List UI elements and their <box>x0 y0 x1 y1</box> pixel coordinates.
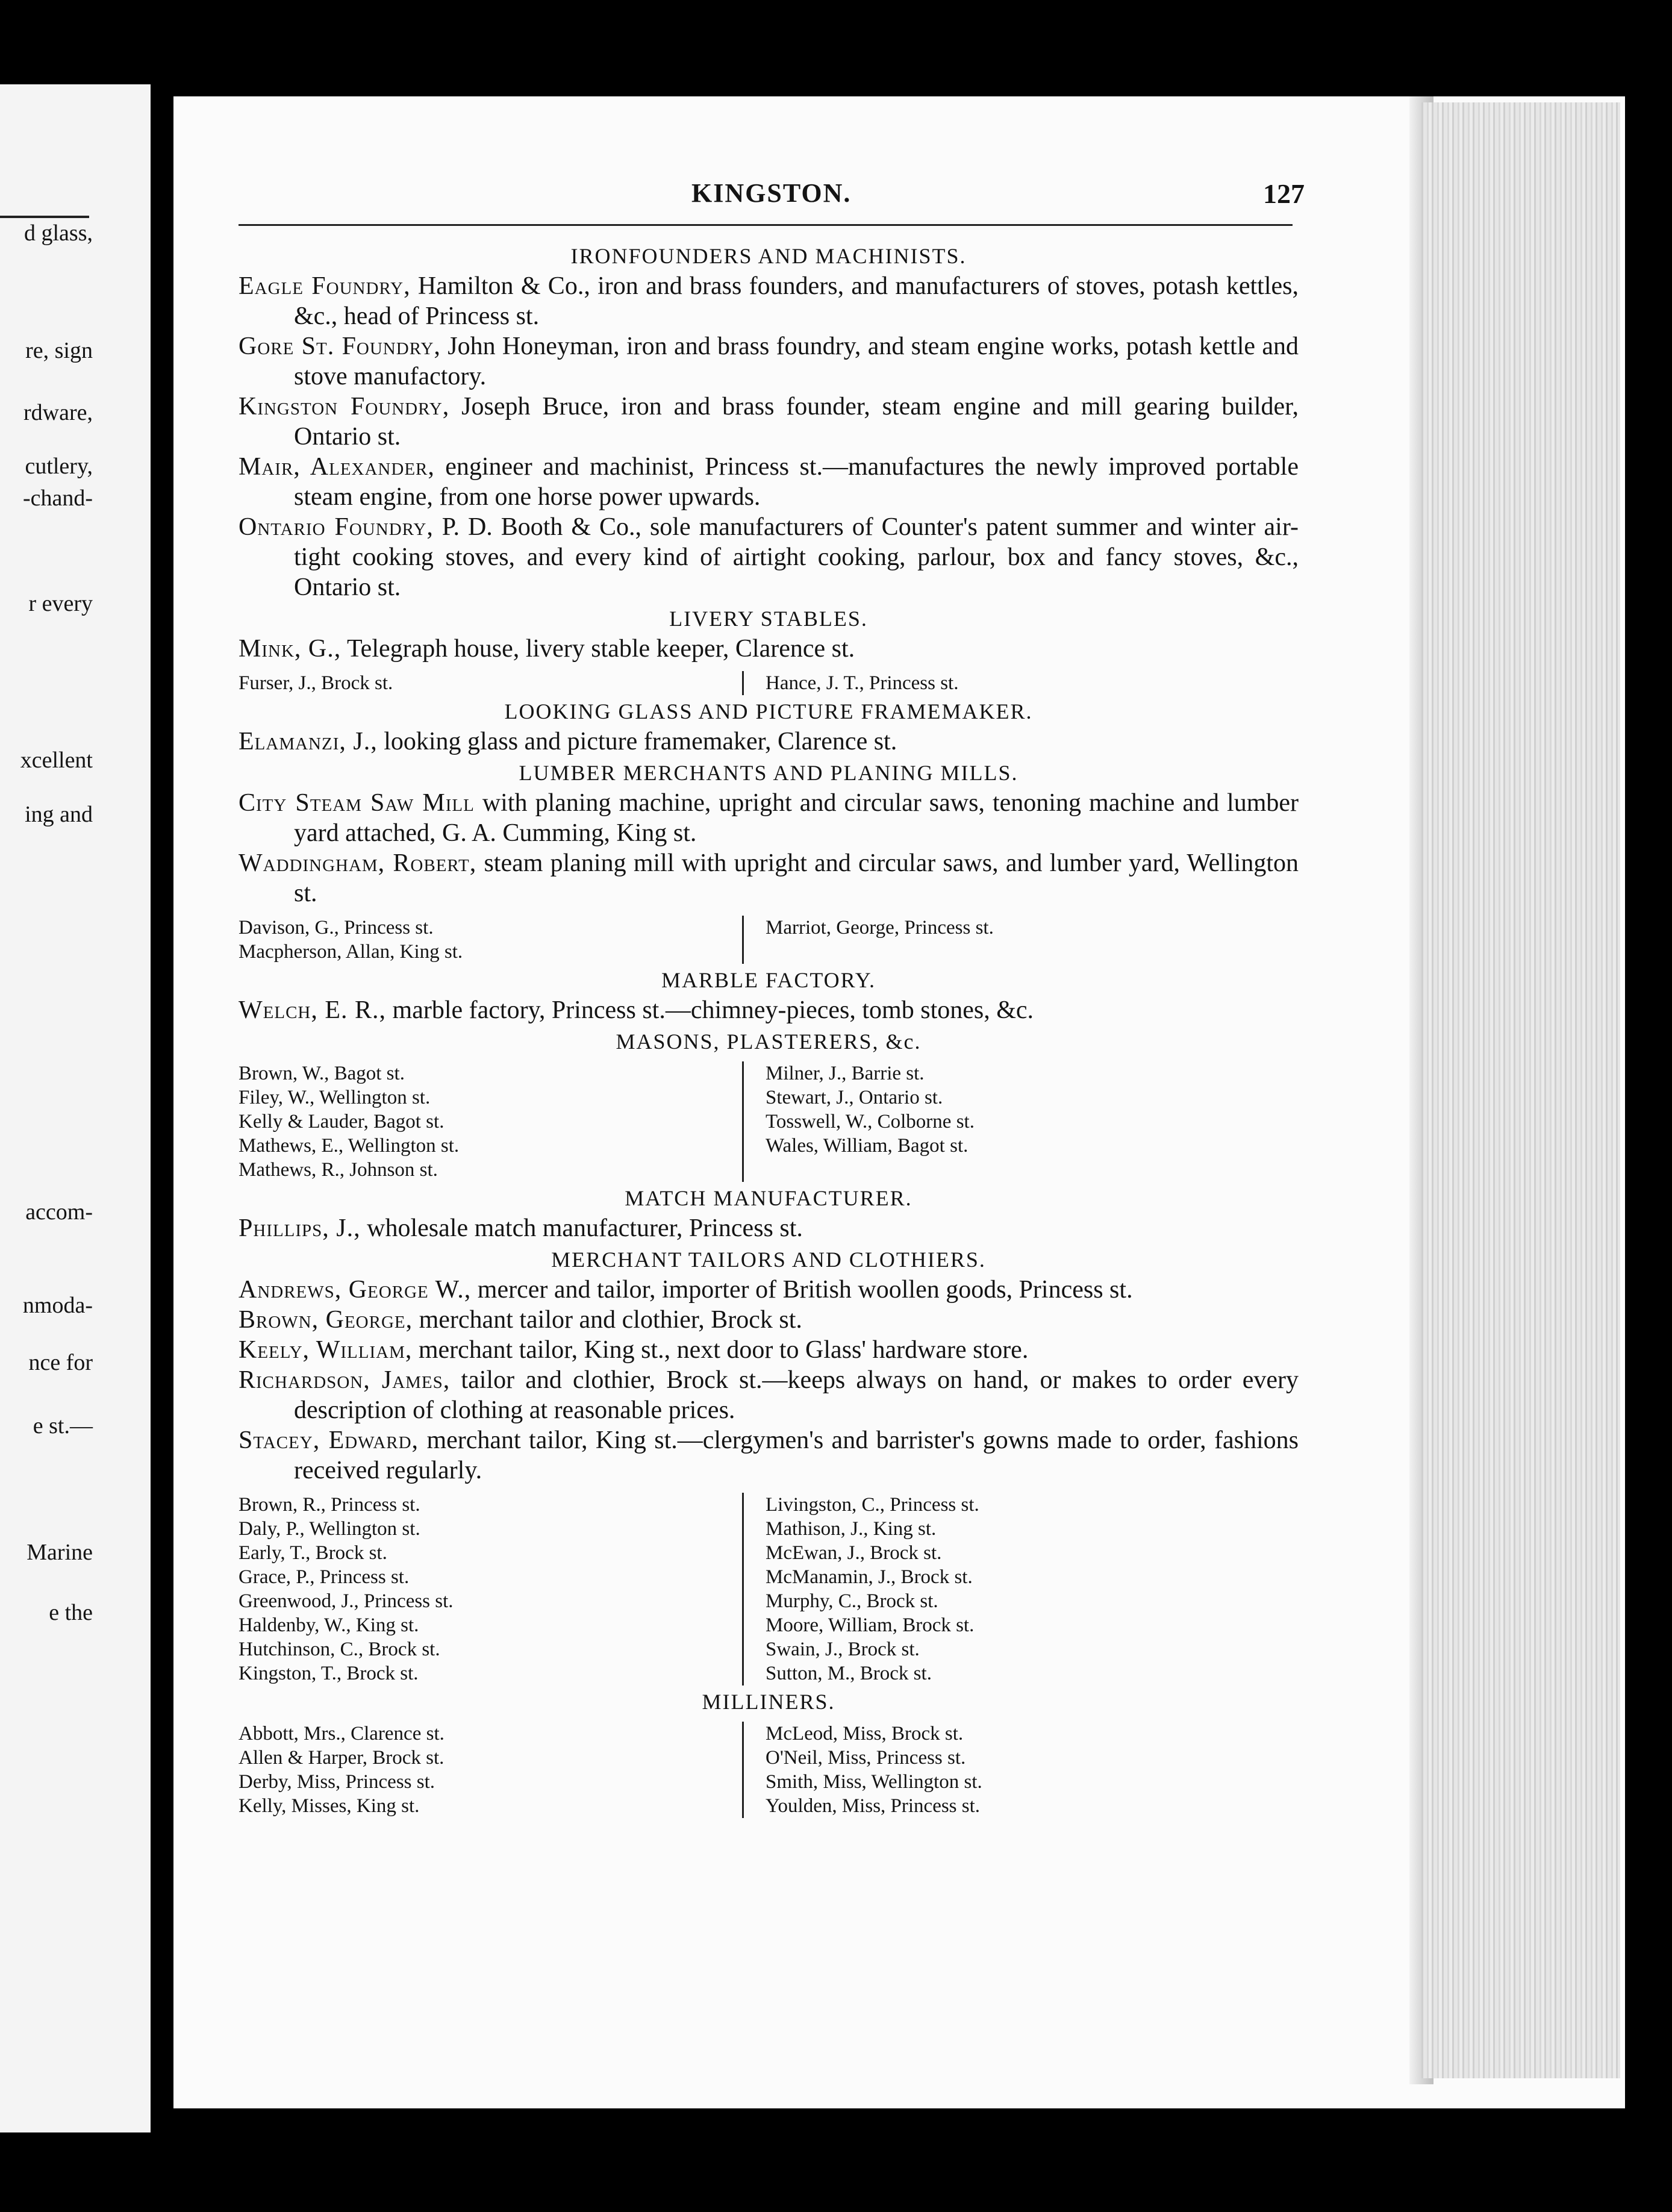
directory-section <box>239 1689 1299 1818</box>
entry-name: Richardson, James, <box>239 1366 451 1394</box>
entry-name: Brown, George, <box>239 1306 413 1334</box>
listing-item: O'Neil, Miss, Princess st. <box>766 1747 966 1769</box>
listing-item: Livingston, C., Princess st. <box>766 1494 979 1516</box>
directory-entry <box>239 271 1299 331</box>
facing-page-fragment: -chand- <box>22 486 93 511</box>
entry-name: Mink, G., <box>239 635 342 663</box>
entry-text: John Honeyman, iron and brass foundry, and steam engine works, potash kettle and stove manufactory. <box>294 333 1299 390</box>
entry-text: tailor and clothier, Brock st.—keeps always on hand, or makes to order every description of clothing at reasonable prices. <box>294 1366 1299 1424</box>
listing-item: Marriot, George, Princess st. <box>766 917 994 939</box>
entry-text: merchant tailor and clothier, Brock st. <box>413 1306 802 1334</box>
entry-text: Telegraph house, livery stable keeper, Clarence st. <box>341 635 855 663</box>
entry-text: merchant tailor, King st.—clergymen's and barrister's gowns made to order, fashions received regularly. <box>294 1426 1299 1484</box>
entry-name: City Steam Saw Mill <box>239 789 475 817</box>
listing-item: Derby, Miss, Princess st. <box>239 1771 435 1793</box>
listing-item: Davison, G., Princess st. <box>239 917 434 939</box>
listing-item: Kelly, Misses, King st. <box>239 1795 420 1817</box>
directory-section <box>239 243 1299 602</box>
directory-entry <box>239 331 1299 392</box>
listing-item: Daly, P., Wellington st. <box>239 1518 420 1540</box>
entry-name: Kingston Foundry, <box>239 393 450 420</box>
listing-item: Filey, W., Wellington st. <box>239 1087 431 1108</box>
listing-item: Kelly & Lauder, Bagot st. <box>239 1111 445 1133</box>
directory-section <box>239 760 1299 964</box>
listing-item: Macpherson, Allan, King st. <box>239 941 463 963</box>
entry-text: Hamilton & Co., iron and brass founders, and manufacturers of stoves, potash kettles, &c., head of Princess st. <box>294 272 1299 330</box>
entry-name: Keely, William, <box>239 1336 413 1364</box>
listing-item: Furser, J., Brock st. <box>239 672 393 694</box>
entry-name: Mair, Alexander, <box>239 453 435 481</box>
entry-text: looking glass and picture framemaker, Clarence st. <box>377 728 897 755</box>
facing-page-fragment: rdware, <box>23 400 93 425</box>
entry-name: Elamanzi, J., <box>239 728 378 755</box>
facing-page-fragment: re, sign <box>25 338 93 363</box>
listing-item: Hance, J. T., Princess st. <box>766 672 959 694</box>
facing-page-fragment: r every <box>28 591 93 616</box>
listing-item: Kingston, T., Brock st. <box>239 1663 419 1684</box>
section-heading: LUMBER MERCHANTS AND PLANING MILLS. <box>519 761 1018 785</box>
entry-name: Welch, E. R., <box>239 996 387 1024</box>
listing-item: Brown, W., Bagot st. <box>239 1063 405 1084</box>
listing-item: Sutton, M., Brock st. <box>766 1663 932 1684</box>
directory-entry <box>239 512 1299 602</box>
entry-text: engineer and machinist, Princess st.—manufactures the newly improved portable steam engine, from one horse power upwards. <box>294 453 1299 511</box>
facing-page-fragment: ing and <box>25 802 93 827</box>
listing-column-right <box>742 1493 1277 1686</box>
listing-column-left <box>239 671 750 695</box>
listing-item: Grace, P., Princess st. <box>239 1566 410 1588</box>
entry-name: Ontario Foundry, <box>239 513 434 541</box>
facing-page-fragment: d glass, <box>24 220 93 246</box>
section-heading: LOOKING GLASS AND PICTURE FRAMEMAKER. <box>504 699 1033 723</box>
entry-text: mercer and tailor, importer of British woollen goods, Princess st. <box>471 1276 1133 1304</box>
listing-columns <box>239 916 1299 964</box>
entry-name: Andrews, George W., <box>239 1276 472 1304</box>
listing-item: Youlden, Miss, Princess st. <box>766 1795 981 1817</box>
listing-columns <box>239 1061 1299 1182</box>
listing-column-left <box>239 1722 750 1818</box>
facing-page-fragment: accom- <box>25 1199 93 1225</box>
directory-section <box>239 1029 1299 1182</box>
listing-column-left <box>239 916 750 964</box>
facing-page-fragment: Marine <box>27 1540 93 1565</box>
entry-name: Waddingham, Robert, <box>239 849 477 877</box>
listing-column-right <box>742 671 1277 695</box>
entry-text: with planing machine, upright and circular saws, tenoning machine and lumber yard attached, G. A. Cumming, King st. <box>294 789 1299 847</box>
listing-item: McLeod, Miss, Brock st. <box>766 1723 964 1745</box>
listing-column-left <box>239 1493 750 1686</box>
directory-section <box>239 1186 1299 1243</box>
facing-page-fragment: e st.— <box>33 1413 93 1439</box>
facing-page-fragment: cutlery, <box>25 454 93 479</box>
header-rule <box>239 224 1293 226</box>
entry-name: Gore St. Foundry, <box>239 333 441 360</box>
entry-name: Phillips, J., <box>239 1214 361 1242</box>
directory-section <box>239 699 1299 757</box>
entry-text: merchant tailor, King st., next door to Glass' hardware store. <box>412 1336 1029 1364</box>
listing-column-left <box>239 1061 750 1182</box>
listing-item: Mathews, E., Wellington st. <box>239 1135 460 1157</box>
entry-text: P. D. Booth & Co., sole manufacturers of Counter's patent summer and winter air-tight cooking stoves, and every kind of airtight cooking, parlour, box and fancy stoves, &c., Ontario st. <box>294 513 1299 601</box>
section-heading: LIVERY STABLES. <box>669 607 868 631</box>
entry-text: steam planing mill with upright and circular saws, and lumber yard, Wellington st. <box>294 849 1299 907</box>
listing-item: Early, T., Brock st. <box>239 1542 387 1564</box>
directory-content <box>239 240 1299 1820</box>
listing-column-right <box>742 916 1277 964</box>
listing-item: Wales, William, Bagot st. <box>766 1135 969 1157</box>
listing-column-right <box>742 1061 1277 1182</box>
directory-entry <box>239 995 1299 1025</box>
listing-item: Greenwood, J., Princess st. <box>239 1590 454 1612</box>
running-header: KINGSTON. <box>691 178 852 208</box>
listing-item: Hutchinson, C., Brock st. <box>239 1639 440 1660</box>
directory-entry <box>239 848 1299 908</box>
directory-entry <box>239 1335 1299 1365</box>
listing-item: Brown, R., Princess st. <box>239 1494 420 1516</box>
entry-name: Stacey, Edward, <box>239 1426 419 1454</box>
listing-columns <box>239 671 1299 695</box>
directory-entry <box>239 1275 1299 1305</box>
section-heading: MARBLE FACTORY. <box>661 968 876 992</box>
listing-item: Swain, J., Brock st. <box>766 1639 920 1660</box>
facing-page <box>0 84 151 2132</box>
listing-item: McEwan, J., Brock st. <box>766 1542 942 1564</box>
facing-page-fragment: e the <box>49 1600 93 1625</box>
section-heading: MATCH MANUFACTURER. <box>625 1186 912 1210</box>
listing-item: Abbott, Mrs., Clarence st. <box>239 1723 445 1745</box>
listing-item: Mathews, R., Johnson st. <box>239 1159 438 1181</box>
page-number: 127 <box>1263 178 1305 209</box>
entry-name: Eagle Foundry, <box>239 272 411 300</box>
directory-entry <box>239 726 1299 757</box>
directory-entry <box>239 788 1299 848</box>
entry-text: wholesale match manufacturer, Princess st. <box>360 1214 803 1242</box>
listing-item: Haldenby, W., King st. <box>239 1614 419 1636</box>
directory-entry <box>239 452 1299 512</box>
listing-columns <box>239 1722 1299 1818</box>
directory-entry <box>239 1365 1299 1425</box>
directory-entry <box>239 1213 1299 1243</box>
listing-item: Moore, William, Brock st. <box>766 1614 975 1636</box>
directory-entry <box>239 1305 1299 1335</box>
directory-section <box>239 967 1299 1025</box>
directory-section <box>239 1247 1299 1686</box>
listing-item: McManamin, J., Brock st. <box>766 1566 973 1588</box>
directory-entry <box>239 634 1299 664</box>
listing-item: Milner, J., Barrie st. <box>766 1063 925 1084</box>
facing-page-fragment: nmoda- <box>22 1293 93 1318</box>
directory-entry <box>239 392 1299 452</box>
listing-item: Mathison, J., King st. <box>766 1518 937 1540</box>
directory-entry <box>239 1425 1299 1486</box>
facing-page-rule <box>0 216 89 218</box>
section-heading: MERCHANT TAILORS AND CLOTHIERS. <box>551 1248 986 1272</box>
listing-item: Stewart, J., Ontario st. <box>766 1087 943 1108</box>
section-heading: MILLINERS. <box>702 1690 835 1714</box>
listing-column-right <box>742 1722 1277 1818</box>
facing-page-fragment: nce for <box>28 1350 93 1375</box>
listing-item: Smith, Miss, Wellington st. <box>766 1771 982 1793</box>
listing-item: Allen & Harper, Brock st. <box>239 1747 445 1769</box>
listing-item: Murphy, C., Brock st. <box>766 1590 938 1612</box>
listing-columns <box>239 1493 1299 1686</box>
book-page-edges <box>1421 102 1620 2078</box>
entry-text: marble factory, Princess st.—chimney-pieces, tomb stones, &c. <box>386 996 1034 1024</box>
facing-page-fragment: xcellent <box>20 748 93 773</box>
directory-section <box>239 606 1299 695</box>
entry-text: Joseph Bruce, iron and brass founder, steam engine and mill gearing builder, Ontario st. <box>294 393 1299 451</box>
section-heading: IRONFOUNDERS AND MACHINISTS. <box>570 244 967 268</box>
listing-item: Tosswell, W., Colborne st. <box>766 1111 975 1133</box>
section-heading: MASONS, PLASTERERS, &c. <box>616 1029 922 1054</box>
